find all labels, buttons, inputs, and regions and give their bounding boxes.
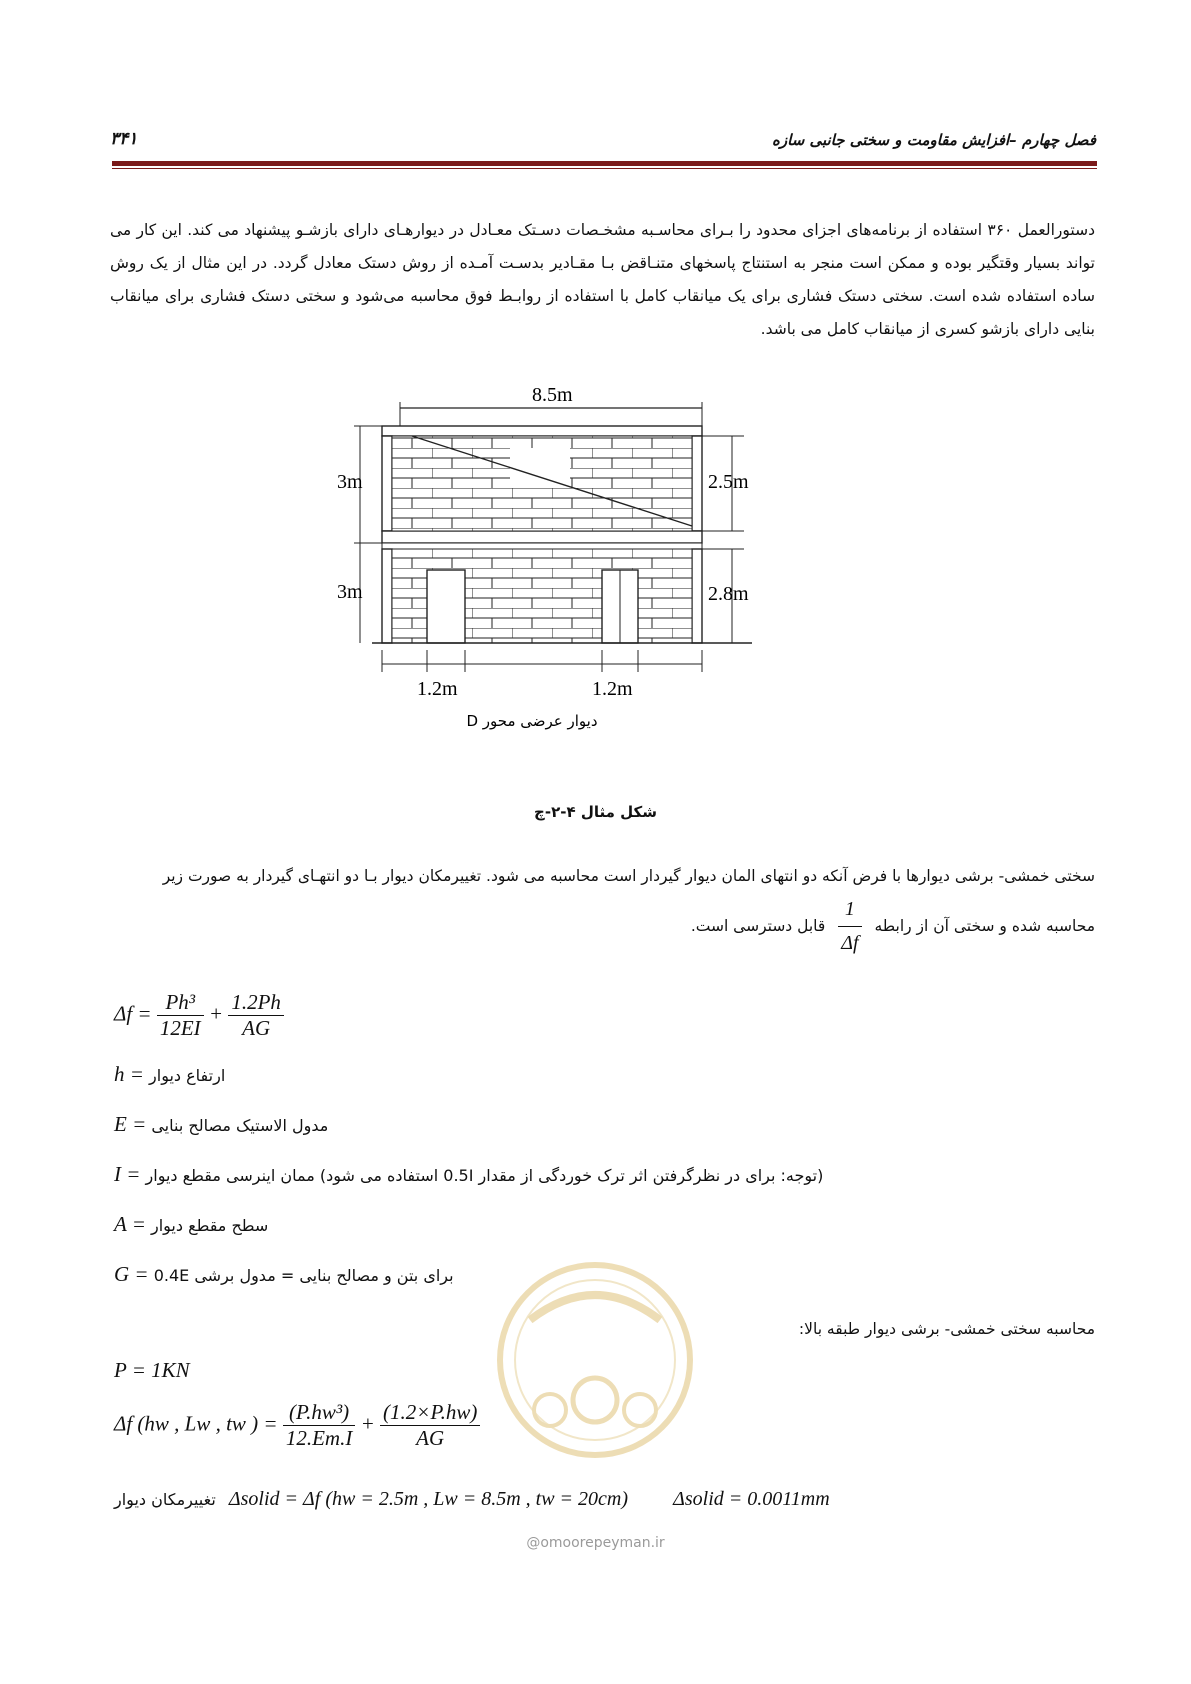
general-formula bbox=[114, 1400, 480, 1451]
solid-expression: Δsolid = Δf (hw = 2.5m , Lw = 8.5m , tw = 20cm) bbox=[228, 1488, 629, 1510]
main-formula-lhs: Δf = bbox=[114, 1001, 152, 1026]
general-term2-num: (1.2×P.hw) bbox=[380, 1400, 480, 1426]
dim-left-upper: 3m bbox=[337, 471, 363, 493]
def-g-sym: G = bbox=[114, 1262, 149, 1286]
def-i-sym: I = bbox=[114, 1162, 141, 1186]
main-term2-den: AG bbox=[242, 1016, 271, 1040]
def-a-text: سطح مقطع دیوار bbox=[150, 1216, 269, 1235]
general-term1-num: (P.hw³) bbox=[283, 1400, 356, 1426]
intro-paragraph: دستورالعمل ۳۶۰ استفاده از برنامه‌های اجزای محدود را بـرای محاسـبه مشخـصات دسـتک معـادل در دیوارهـای دارای بازشـو پیشنهاد می کند. این کار می تواند بسیار وقتگیر بوده و ممکن است منجر به استنتاج پاسخهای متنـاقض بـا مقـادیر بدسـت آمـده از روش دستک معادل گردد. در این مثال از یک روش ساده استفاده شده است. سختی دستک فشاری برای یک میانقاب کامل با استفاده از روابـط فوق محاسبه می‌شود و سختی دستک فشاری برای میانقاب بنایی دارای بازشو کسری از میانقاب کامل می باشد. bbox=[110, 221, 1095, 338]
general-term2 bbox=[380, 1400, 480, 1451]
def-e-text: مدول الاستیک مصالح بنایی bbox=[151, 1116, 329, 1135]
inline-fraction bbox=[838, 893, 861, 960]
stiffness-text: سختی خمشی- برشی دیوارها با فرض آنکه دو انتهای المان دیوار گیردار است محاسبه می شود. تغییرمکان دیوار بـا دو انتهـای گیردار به صورت زیر محاسبه شده و سختی آن از رابطه bbox=[162, 867, 1095, 935]
dim-bottom-right: 1.2m bbox=[592, 678, 633, 700]
inline-frac-num: 1 bbox=[838, 893, 861, 927]
def-a-sym: A = bbox=[114, 1212, 146, 1236]
stiffness-paragraph bbox=[110, 860, 1095, 960]
main-term2 bbox=[228, 990, 284, 1041]
definition-h bbox=[114, 1062, 225, 1087]
main-formula bbox=[114, 990, 284, 1041]
page-number: ۳۴۱ bbox=[110, 129, 138, 149]
main-term1-den: 12EI bbox=[159, 1016, 201, 1040]
watermark-logo bbox=[490, 1250, 700, 1470]
dim-right-upper: 2.5m bbox=[708, 471, 749, 493]
general-term2-den: AG bbox=[416, 1426, 445, 1450]
header-rule-thin bbox=[112, 168, 1097, 169]
definition-a bbox=[114, 1212, 268, 1237]
figure-label: دیوار عرضی محور D bbox=[466, 712, 598, 730]
general-term1 bbox=[283, 1400, 356, 1451]
definition-e bbox=[114, 1112, 328, 1137]
def-g-text: 0.4E برای بتن و مصالح بنایی = مدول برشی bbox=[153, 1266, 454, 1285]
main-term1 bbox=[157, 990, 204, 1041]
main-term1-num: Ph³ bbox=[157, 990, 204, 1016]
general-plus: + bbox=[360, 1411, 375, 1436]
p-load-line: P = 1KN bbox=[114, 1358, 190, 1382]
definition-i bbox=[114, 1162, 823, 1187]
dim-top-label: 8.5m bbox=[532, 384, 573, 406]
general-term1-den: 12.Em.I bbox=[285, 1426, 353, 1450]
inline-frac-den: Δf bbox=[841, 932, 859, 954]
def-h-text: ارتفاع دیوار bbox=[149, 1066, 226, 1085]
solid-wall-line bbox=[114, 1488, 830, 1511]
figure-caption: شکل مثال ۴-۲-چ bbox=[534, 803, 657, 821]
general-formula-lhs: Δf (hw , Lw , tw ) = bbox=[114, 1411, 278, 1436]
header-rule-thick bbox=[112, 161, 1097, 166]
dim-right-lower: 2.8m bbox=[708, 583, 749, 605]
stiffness-tail: قابل دسترسی است. bbox=[690, 917, 826, 935]
section-title: محاسبه سختی خمشی- برشی دیوار طبقه بالا: bbox=[798, 1320, 1095, 1338]
def-e-sym: E = bbox=[114, 1112, 147, 1136]
solid-label: تغییرمکان دیوار bbox=[114, 1490, 216, 1509]
def-h-sym: h = bbox=[114, 1062, 144, 1086]
def-i-text: (توجه: برای در نظرگرفتن اثر ترک خوردگی از مقدار 0.5I استفاده می شود) ممان اینرسی مقطع دیوار bbox=[145, 1166, 824, 1185]
solid-result: Δsolid = 0.0011mm bbox=[673, 1488, 830, 1510]
watermark-url: @omoorepeyman.ir bbox=[526, 1535, 665, 1551]
chapter-title: فصل چهارم –افزایش مقاومت و سختی جانبی سازه bbox=[772, 131, 1096, 149]
main-term2-num: 1.2Ph bbox=[228, 990, 284, 1016]
definition-g bbox=[114, 1262, 454, 1287]
main-plus: + bbox=[208, 1001, 224, 1026]
wall-figure bbox=[337, 384, 822, 788]
dim-left-lower: 3m bbox=[337, 581, 363, 603]
dim-bottom-left: 1.2m bbox=[417, 678, 458, 700]
